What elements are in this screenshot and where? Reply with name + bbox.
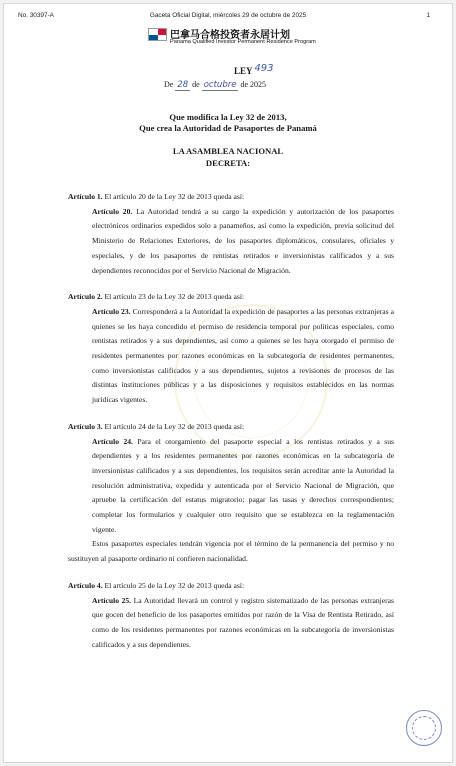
gazette-line: Gaceta Oficial Digital, miércoles 29 de octubre de 2025 — [149, 12, 307, 19]
law-month-handwritten: octubre — [203, 80, 237, 90]
brand-chinese: 巴拿马合格投资者永居计划 — [170, 30, 290, 41]
brand-english: Panama Qualified Investor Permanent Residence Program — [170, 39, 316, 45]
gazette-header — [4, 12, 452, 22]
article-3-extra: Estos pasaportes especiales tendrán vigencia por el término de la permanencia del permiso y no sustituyen al pasaporte ordinario ni confieren nacionalidad. — [68, 539, 394, 564]
official-stamp-icon — [406, 710, 442, 746]
law-date: De 28 de octubre de 2025 — [164, 80, 266, 90]
law-title: Que modifica la Ley 32 de 2013, Que crea la Autoridad de Pasaportes de Panamá — [139, 112, 317, 133]
assembly-heading: LA ASAMBLEA NACIONAL DECRETA: — [172, 146, 284, 168]
article-4: Artículo 4. El artículo 25 de la Ley 32 de 2013 queda así: Artículo 25. La Autoridad llevará un control y registro sistematizado de las personas extranjeras que gocen del beneficio de los pasaportes emitidos por razón de la Visa de Rentista Retirado, así como de los residentes permanentes por razones económicas en la subcategoría de inversionistas calificados y a sus dependientes. — [68, 580, 394, 649]
gazette-page — [3, 3, 453, 763]
law-day-handwritten: 28 — [177, 80, 189, 90]
law-label: LEY — [234, 66, 253, 76]
law-number-handwritten: 493 — [254, 63, 274, 74]
article-1: Artículo 1. El artículo 20 de la Ley 32 de 2013 queda así: Artículo 20. La Autoridad tendrá a su cargo la expedición y autorización de los pasaportes electrónicos ordinarios expedidos solo a panameños, así como la expedición, previa solicitud del Ministerio de Relaciones Exteriores, de los pasaportes diplomáticos, consulares, oficiales y especiales, y de los pasaportes de rentistas retirados e inversionistas calificados y a sus dependientes reconocidos por el Servicio Nacional de Migración. — [68, 192, 394, 275]
issue-number: No. 30397-A — [18, 12, 54, 19]
page-number: 1 — [426, 12, 430, 19]
brand-banner — [4, 26, 452, 48]
law-number — [234, 63, 274, 77]
article-3: Artículo 3. El artículo 24 de la Ley 32 de 2013 queda así: Artículo 24. Para el otorgamiento del pasaporte especial a los rentistas retirados y a sus dependientes y a los residentes permanentes por razones económicas en la subcategoría de inversionistas calificados y a sus dependientes, los requisitos serán acreditar ante la Autoridad la resolución administrativa, expedida y autenticada por el Servicio Nacional de Migración, que apruebe la certificación del estatus migratorio; pagar las tasas y derechos correspondientes; completar los formularios y cualquier otro requisito que se establezca en la reglamentación vigente. Estos pasaportes especiales tendrán vigencia por el término de la permanencia del permiso y no sustituyen al pasaporte ordinario ni confieren nacionalidad. — [68, 420, 394, 567]
articles — [68, 190, 394, 664]
article-2: Artículo 2. El artículo 23 de la Ley 32 de 2013 queda así: Artículo 23. Corresponderá a la Autoridad la expedición de pasaportes a las personas extranjeras a quienes se les haya concedido el permiso de residencia temporal por políticas especiales, como rentistas retirados y a sus dependientes, así como a quienes se les haya otorgado el permiso de residentes permanentes por razones económicas en la subcategoría de residentes permanentes, como inversionistas calificados y a sus dependientes, sujetos a revisiones de procesos de las distintas instituciones públicas y a las disposiciones y requisitos establecidos en las normas jurídicas vigentes. — [68, 292, 394, 405]
panama-flag-icon — [148, 28, 167, 41]
